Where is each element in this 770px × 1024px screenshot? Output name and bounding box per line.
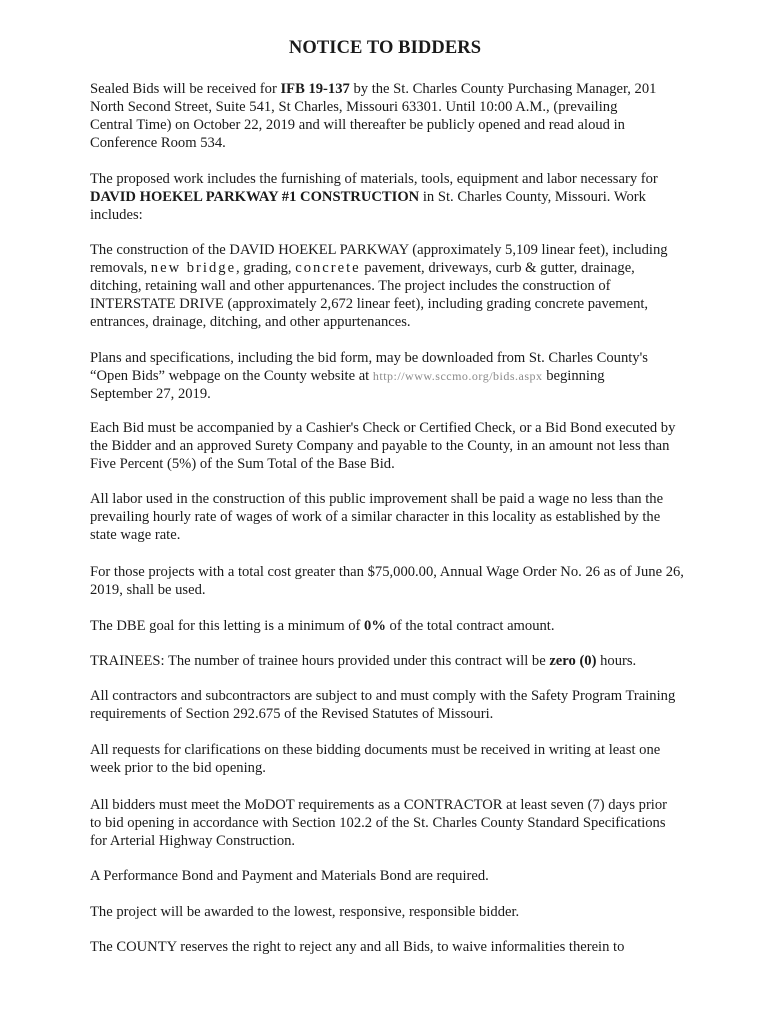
text-line: The construction of the DAVID HOEKEL PARKWAY (approximately 5,109 linear feet), including (90, 242, 668, 258)
paragraph-bonds (90, 867, 730, 885)
text-line: All labor used in the construction of this public improvement shall be paid a wage no less than the (90, 491, 664, 507)
paragraph-wage-order (90, 563, 730, 599)
text-line: to bid opening in accordance with Section 102.2 of the St. Charles County Standard Specifications (90, 815, 666, 831)
text: of the total contract amount. (385, 618, 555, 634)
text: concrete (295, 260, 361, 276)
text-line: North Second Street, Suite 541, St Charles, Missouri 63301. Until 10:00 A.M., (prevailing (90, 99, 618, 115)
text-line: For those projects with a total cost greater than $75,000.00, Annual Wage Order No. 26 as of June 26, (90, 564, 684, 580)
text-line: The proposed work includes the furnishing of materials, tools, equipment and labor necessary for (90, 171, 658, 187)
text-line: Each Bid must be accompanied by a Cashier's Check or Certified Check, or a Bid Bond executed by (90, 420, 676, 436)
paragraph-plans-specs (90, 349, 730, 403)
text-line: The project will be awarded to the lowest, responsive, responsible bidder. (90, 904, 520, 920)
paragraph-construction-scope (90, 241, 730, 331)
project-name: DAVID HOEKEL PARKWAY #1 CONSTRUCTION (90, 189, 420, 205)
paragraph-proposed-work (90, 170, 730, 224)
paragraph-dbe-goal (90, 617, 730, 635)
dbe-percentage: 0% (364, 618, 386, 634)
paragraph-bid-security (90, 419, 730, 473)
text-line: includes: (90, 207, 143, 223)
paragraph-award (90, 903, 730, 921)
county-website-link[interactable]: http://www.sccmo.org/bids.aspx (372, 369, 543, 383)
text: hours. (596, 653, 637, 669)
ifb-number: IFB 19-137 (280, 81, 350, 97)
text-line: A Performance Bond and Payment and Materials Bond are required. (90, 868, 489, 884)
text-line: September 27, 2019. (90, 386, 211, 402)
page-title: NOTICE TO BIDDERS (288, 38, 482, 58)
text-line: Conference Room 534. (90, 135, 226, 151)
text-line: state wage rate. (90, 527, 181, 543)
text-line: ditching, retaining wall and other appurtenances. The project includes the construction of (90, 278, 611, 294)
text: , grading, (236, 260, 296, 276)
text: beginning (542, 368, 605, 384)
paragraph-modot-requirements (90, 796, 730, 850)
text: in St. Charles County, Missouri. Work (419, 189, 646, 205)
text-line: The COUNTY reserves the right to reject any and all Bids, to waive informalities therein to (90, 939, 625, 955)
text: “Open Bids” webpage on the County website at (90, 368, 373, 384)
text-line: requirements of Section 292.675 of the Revised Statutes of Missouri. (90, 706, 494, 722)
text: TRAINEES: The number of trainee hours provided under this contract will be (90, 653, 550, 669)
text: removals, (90, 260, 151, 276)
text: Sealed Bids will be received for (90, 81, 281, 97)
text-line: the Bidder and an approved Surety Company and payable to the County, in an amount not less than (90, 438, 670, 454)
text-line: All contractors and subcontractors are subject to and must comply with the Safety Program Training (90, 688, 676, 704)
text-line: prevailing hourly rate of wages of work of a similar character in this locality as established by the (90, 509, 661, 525)
text-line: All requests for clarifications on these bidding documents must be received in writing at least one (90, 742, 661, 758)
text-line: Central Time) on October 22, 2019 and will thereafter be publicly opened and read aloud in (90, 117, 625, 133)
paragraph-trainees (90, 652, 730, 670)
text-line: entrances, drainage, ditching, and other appurtenances. (90, 314, 411, 330)
text-line: INTERSTATE DRIVE (approximately 2,672 linear feet), including grading concrete pavement, (90, 296, 649, 312)
text-line: Five Percent (5%) of the Sum Total of the Base Bid. (90, 456, 395, 472)
text-line: All bidders must meet the MoDOT requirements as a CONTRACTOR at least seven (7) days prior (90, 797, 668, 813)
text: new bridge (150, 260, 237, 276)
paragraph-reservation (90, 938, 730, 956)
paragraph-safety-training (90, 687, 730, 723)
paragraph-clarifications (90, 741, 730, 777)
text: by the St. Charles County Purchasing Manager, 201 (349, 81, 657, 97)
text-line: for Arterial Highway Construction. (90, 833, 296, 849)
paragraph-bid-receipt (90, 80, 730, 152)
text-line: Plans and specifications, including the bid form, may be downloaded from St. Charles County's (90, 350, 648, 366)
text: The DBE goal for this letting is a minimum of (90, 618, 365, 634)
text-line: 2019, shall be used. (90, 582, 206, 598)
paragraph-prevailing-wage (90, 490, 730, 544)
text: pavement, driveways, curb & gutter, drainage, (360, 260, 635, 276)
text-line: week prior to the bid opening. (90, 760, 266, 776)
trainee-hours: zero (0) (549, 653, 597, 669)
